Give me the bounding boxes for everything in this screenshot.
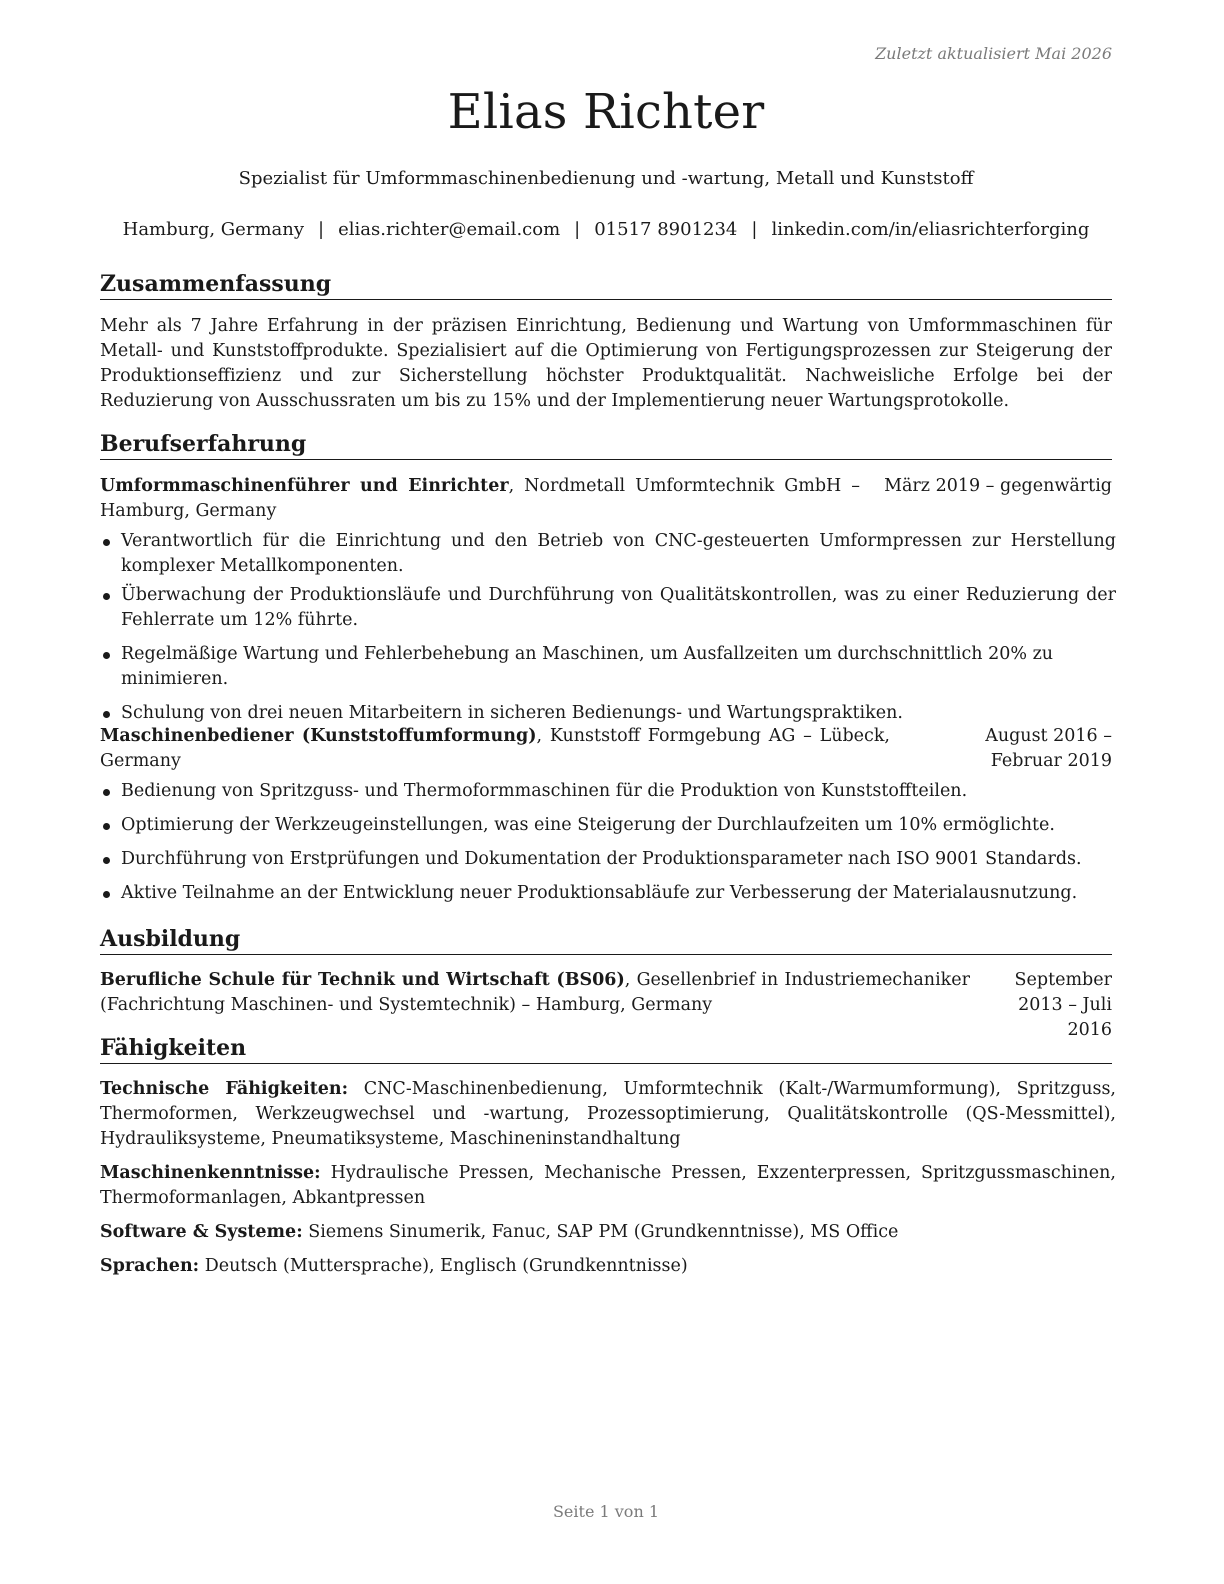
education-line xyxy=(100,968,970,1018)
skill-value: Hydraulische Pressen, Mechanische Pressen, Exzenterpressen, Spritzgussmaschinen, Thermoformanlagen, Abkantpressen xyxy=(100,1163,1116,1208)
skill-value: CNC-Maschinenbedienung, Umformtechnik (Kalt-/Warmumformung), Spritzguss, Thermoformen, Werkzeugwechsel und -wartung, Prozessoptimierung, Qualitätskontrolle (QS-Messmittel), Hydrauliksysteme, Pneumatiksysteme, Maschineninstandhaltung xyxy=(100,1079,1116,1149)
job-title: Umformmaschinenführer und Einrichter xyxy=(100,476,509,496)
job-title-line xyxy=(100,474,860,524)
section-heading-experience: Berufserfahrung xyxy=(100,430,1112,460)
job-header xyxy=(100,724,1112,774)
last-updated-note: Zuletzt aktualisiert Mai 2026 xyxy=(875,44,1112,63)
list-item: Regelmäßige Wartung und Fehlerbehebung an Maschinen, um Ausfallzeiten um durchschnittlich 20% zu minimieren. xyxy=(100,642,1116,692)
list-item: Überwachung der Produktionsläufe und Durchführung von Qualitätskontrollen, was zu einer Reduzierung der Fehlerrate um 12% führte. xyxy=(100,583,1116,633)
contact-location: Hamburg, Germany xyxy=(122,219,305,240)
list-item: Verantwortlich für die Einrichtung und den Betrieb von CNC-gesteuerten Umformpressen zur Herstellung komplexer Metallkomponenten. xyxy=(100,529,1116,579)
skill-value: Siemens Sinumerik, Fanuc, SAP PM (Grundkenntnisse), MS Office xyxy=(302,1222,899,1242)
section-heading-skills: Fähigkeiten xyxy=(100,1034,1112,1064)
contact-separator: | xyxy=(751,219,758,240)
school-name: Berufliche Schule für Technik und Wirtschaft (BS06) xyxy=(100,970,625,990)
skill-line xyxy=(100,1220,1116,1245)
skill-label: Sprachen: xyxy=(100,1256,200,1276)
list-item: Bedienung von Spritzguss- und Thermoformmaschinen für die Produktion von Kunststoffteilen. xyxy=(100,779,1116,804)
job-title-line xyxy=(100,724,890,774)
job-bullets xyxy=(100,779,1116,906)
skill-value: Deutsch (Muttersprache), Englisch (Grundkenntnisse) xyxy=(199,1256,688,1276)
job-company: , Kunststoff Formgebung AG – Lübeck, Germany xyxy=(100,726,890,771)
page-number: Seite 1 von 1 xyxy=(552,1502,660,1521)
contact-separator: | xyxy=(574,219,581,240)
candidate-name: Elias Richter xyxy=(447,84,765,140)
job-dates: August 2016 – Februar 2019 xyxy=(985,726,1112,771)
skill-label: Technische Fähigkeiten: xyxy=(100,1079,349,1099)
list-item: Aktive Teilnahme an der Entwicklung neuer Produktionsabläufe zur Verbesserung der Materialausnutzung. xyxy=(100,881,1116,906)
summary-text: Mehr als 7 Jahre Erfahrung in der präzisen Einrichtung, Bedienung und Wartung von Umformmaschinen für Metall- und Kunststoffprodukte. Spezialisiert auf die Optimierung von Fertigungsprozessen zur Steigerung der Produktionseffizienz und zur Sicherstellung höchster Produktqualität. Nachweisliche Erfolge bei der Reduzierung von Ausschussraten um bis zu 15% und der Implementierung neuer Wartungsprotokolle. xyxy=(100,316,1112,411)
tagline: Spezialist für Umformmaschinenbedienung und -wartung, Metall und Kunststoff xyxy=(238,168,974,189)
job-title: Maschinenbediener (Kunststoffumformung) xyxy=(100,726,537,746)
contact-linkedin[interactable]: linkedin.com/in/eliasrichterforging xyxy=(771,219,1090,240)
job-dates: März 2019 – gegenwärtig xyxy=(884,476,1112,496)
list-item: Schulung von drei neuen Mitarbeitern in sicheren Bedienungs- und Wartungspraktiken. xyxy=(100,701,1116,726)
contact-separator: | xyxy=(318,219,325,240)
education-dates: September 2013 – Juli 2016 xyxy=(1014,970,1112,1040)
education-entry xyxy=(100,968,1112,1043)
degree-detail: , Gesellenbrief in Industriemechaniker (Fachrichtung Maschinen- und Systemtechnik) – Hamburg, Germany xyxy=(100,970,970,1015)
section-heading-education: Ausbildung xyxy=(100,925,1112,955)
job-bullets xyxy=(100,529,1116,726)
skill-line xyxy=(100,1254,1116,1279)
skill-line xyxy=(100,1077,1116,1152)
contact-email[interactable]: elias.richter@email.com xyxy=(338,219,561,240)
section-heading-summary: Zusammenfassung xyxy=(100,270,1112,300)
list-item: Durchführung von Erstprüfungen und Dokumentation der Produktionsparameter nach ISO 9001 Standards. xyxy=(100,847,1116,872)
skill-label: Software & Systeme: xyxy=(100,1222,303,1242)
job-header xyxy=(100,474,1112,524)
list-item: Optimierung der Werkzeugeinstellungen, was eine Steigerung der Durchlaufzeiten um 10% ermöglichte. xyxy=(100,813,1116,838)
skill-line xyxy=(100,1161,1116,1211)
contact-line xyxy=(100,219,1112,240)
job-company: , Nordmetall Umformtechnik GmbH – Hamburg, Germany xyxy=(100,476,860,521)
skill-label: Maschinenkenntnisse: xyxy=(100,1163,321,1183)
contact-phone: 01517 8901234 xyxy=(594,219,738,240)
